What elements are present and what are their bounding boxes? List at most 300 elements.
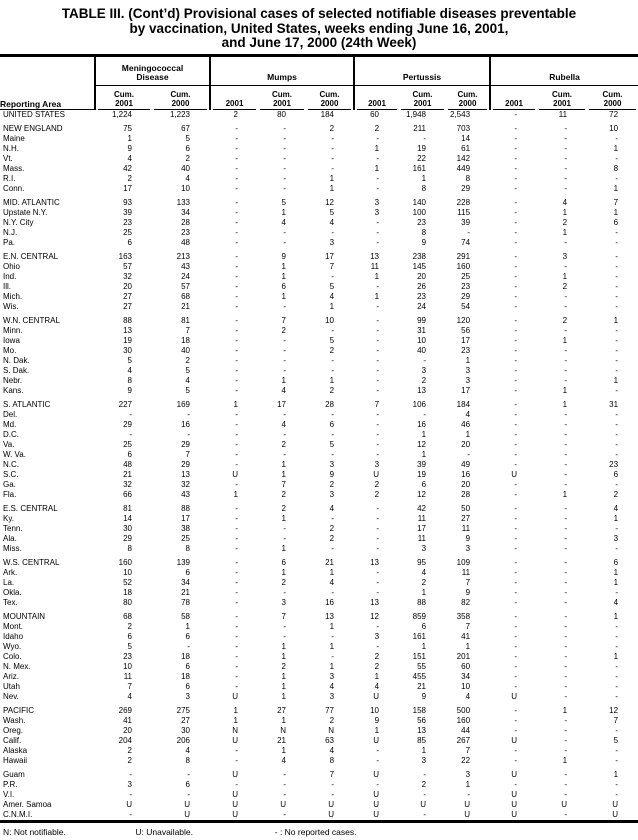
- row-value-cell: -: [376, 282, 380, 291]
- row-area-label: Ill.: [3, 282, 11, 291]
- table-row: [0, 302, 638, 312]
- row-value-cell: -: [235, 228, 238, 237]
- col-header-pertussis-2001: 2001: [354, 85, 399, 110]
- row-value-cell: -: [376, 154, 380, 163]
- row-area-label: Okla.: [3, 588, 22, 597]
- row-value-cell: 1: [329, 662, 335, 671]
- row-value-cell: -: [129, 790, 132, 799]
- row-value-cell: 6: [127, 632, 132, 641]
- row-area-label: N.Y. City: [3, 218, 34, 227]
- row-value-cell: 12: [609, 706, 619, 715]
- row-value-cell: U: [373, 790, 380, 799]
- row-value-cell: 56: [417, 716, 427, 725]
- table-row: [0, 810, 638, 822]
- row-value-cell: 2: [374, 124, 380, 133]
- row-value-cell: 1: [374, 292, 380, 301]
- row-value-cell: -: [376, 514, 380, 523]
- row-value-cell: -: [376, 366, 380, 375]
- row-value-cell: -: [376, 386, 380, 395]
- row-value-cell: -: [283, 534, 286, 543]
- row-value-cell: 19: [417, 144, 427, 153]
- row-value-cell: -: [235, 756, 238, 765]
- row-value-cell: U: [373, 470, 380, 479]
- row-value-cell: -: [235, 144, 238, 153]
- row-value-cell: 2: [562, 218, 568, 227]
- row-value-cell: 4: [127, 154, 132, 163]
- row-value-cell: -: [235, 386, 238, 395]
- row-area-label: Mass.: [3, 164, 25, 173]
- row-value-cell: 6: [185, 682, 190, 691]
- row-value-cell: N: [328, 726, 335, 735]
- row-value-cell: 57: [181, 282, 190, 291]
- row-value-cell: 20: [461, 480, 471, 489]
- row-value-cell: 39: [417, 460, 427, 469]
- row-value-cell: 13: [370, 598, 380, 607]
- row-value-cell: 63: [325, 736, 335, 745]
- row-value-cell: -: [376, 450, 380, 459]
- row-value-cell: 9: [421, 238, 427, 247]
- row-value-cell: 4: [465, 410, 471, 419]
- table-row: [0, 440, 638, 450]
- row-value-cell: 2: [281, 578, 286, 587]
- row-area-label: Calif.: [3, 736, 22, 745]
- row-value-cell: U: [464, 800, 471, 809]
- row-value-cell: -: [235, 642, 238, 651]
- row-value-cell: -: [514, 460, 518, 469]
- row-value-cell: 4: [465, 692, 471, 701]
- row-value-cell: -: [564, 356, 568, 365]
- row-value-cell: 7: [465, 578, 471, 587]
- row-value-cell: -: [564, 302, 568, 311]
- table-row: [0, 726, 638, 736]
- row-value-cell: 3: [421, 756, 427, 765]
- row-value-cell: 17: [461, 336, 471, 345]
- row-area-label: Mich.: [3, 292, 23, 301]
- row-value-cell: 1: [329, 302, 335, 311]
- row-value-cell: 3: [281, 598, 286, 607]
- row-value-cell: 7: [329, 262, 335, 271]
- row-value-cell: 67: [181, 124, 190, 133]
- row-value-cell: -: [514, 612, 518, 621]
- col-header-mumps-2001: 2001: [210, 85, 258, 110]
- row-value-cell: 1: [613, 612, 619, 621]
- row-value-cell: 16: [325, 598, 335, 607]
- row-value-cell: -: [514, 134, 518, 143]
- row-value-cell: -: [615, 386, 619, 395]
- row-value-cell: -: [331, 144, 335, 153]
- table-row: [0, 174, 638, 184]
- row-value-cell: 6: [613, 558, 619, 567]
- row-value-cell: -: [235, 598, 238, 607]
- row-value-cell: -: [514, 524, 518, 533]
- row-value-cell: 34: [461, 672, 471, 681]
- row-area-label: Wash.: [3, 716, 26, 725]
- row-value-cell: 40: [181, 164, 190, 173]
- row-value-cell: 5: [613, 736, 619, 745]
- row-value-cell: -: [235, 652, 238, 661]
- row-value-cell: -: [514, 504, 518, 513]
- row-area-label: N. Dak.: [3, 356, 30, 365]
- row-value-cell: 1: [562, 400, 568, 409]
- row-area-label: S. ATLANTIC: [3, 400, 51, 409]
- row-value-cell: -: [615, 662, 619, 671]
- row-value-cell: 109: [456, 558, 471, 567]
- row-value-cell: -: [467, 450, 471, 459]
- row-value-cell: 5: [185, 366, 190, 375]
- table-row: [0, 524, 638, 534]
- row-area-label: Alaska: [3, 746, 28, 755]
- row-value-cell: -: [187, 430, 190, 439]
- row-value-cell: 27: [461, 514, 471, 523]
- row-value-cell: -: [564, 790, 568, 799]
- row-value-cell: 1: [127, 134, 132, 143]
- table-row: [0, 780, 638, 790]
- row-value-cell: 42: [417, 504, 427, 513]
- row-value-cell: -: [615, 480, 619, 489]
- row-value-cell: 2: [562, 282, 568, 291]
- row-value-cell: 12: [370, 612, 380, 621]
- row-value-cell: 78: [181, 598, 190, 607]
- row-value-cell: 28: [325, 400, 335, 409]
- row-value-cell: -: [283, 164, 286, 173]
- row-value-cell: 1: [281, 544, 286, 553]
- row-value-cell: 4: [329, 746, 335, 755]
- row-value-cell: -: [376, 326, 380, 335]
- row-value-cell: 31: [609, 400, 619, 409]
- row-value-cell: 6: [127, 238, 132, 247]
- row-value-cell: 213: [176, 252, 190, 261]
- row-value-cell: 20: [123, 282, 132, 291]
- row-value-cell: 74: [461, 238, 471, 247]
- row-value-cell: 1: [465, 356, 471, 365]
- table-row: [0, 134, 638, 144]
- row-value-cell: 1: [281, 460, 286, 469]
- row-area-label: S.C.: [3, 470, 19, 479]
- row-value-cell: -: [514, 632, 518, 641]
- row-value-cell: -: [187, 790, 190, 799]
- row-value-cell: 6: [185, 632, 190, 641]
- row-value-cell: -: [615, 524, 619, 533]
- row-value-cell: 1: [562, 490, 568, 499]
- row-value-cell: 1: [281, 272, 286, 281]
- row-area-label: Del.: [3, 410, 18, 419]
- row-value-cell: -: [129, 770, 132, 779]
- row-value-cell: 291: [456, 252, 471, 261]
- row-value-cell: 1: [613, 208, 619, 217]
- table-row: [0, 558, 638, 568]
- row-value-cell: 3: [374, 198, 380, 207]
- row-value-cell: -: [331, 366, 335, 375]
- row-area-label: Ky.: [3, 514, 14, 523]
- row-value-cell: 2: [374, 480, 380, 489]
- row-value-cell: -: [187, 642, 190, 651]
- row-value-cell: 3: [613, 534, 619, 543]
- row-area-label: D.C.: [3, 430, 19, 439]
- row-value-cell: -: [615, 692, 619, 701]
- row-value-cell: 7: [465, 622, 471, 631]
- group-header-mumps: Mumps: [210, 55, 354, 85]
- row-value-cell: U: [420, 800, 427, 809]
- row-value-cell: 1: [281, 514, 286, 523]
- row-value-cell: 68: [181, 292, 190, 301]
- row-value-cell: 2: [281, 662, 286, 671]
- row-value-cell: 7: [281, 480, 286, 489]
- row-value-cell: 58: [181, 612, 190, 621]
- row-value-cell: 4: [562, 198, 568, 207]
- row-value-cell: U: [328, 810, 335, 819]
- group-header-pertussis: Pertussis: [354, 55, 490, 85]
- row-value-cell: -: [283, 366, 286, 375]
- row-value-cell: 1: [613, 144, 619, 153]
- row-value-cell: 11: [123, 672, 132, 681]
- row-value-cell: 6: [185, 662, 190, 671]
- row-value-cell: -: [514, 346, 518, 355]
- row-value-cell: 1: [329, 174, 335, 183]
- col-header-rubella-cum-2000: Cum. 2000: [587, 85, 638, 110]
- row-value-cell: -: [514, 662, 518, 671]
- row-value-cell: 2: [374, 490, 380, 499]
- row-value-cell: 9: [421, 692, 427, 701]
- row-value-cell: 23: [609, 460, 619, 469]
- row-value-cell: 3: [127, 780, 132, 789]
- row-value-cell: -: [235, 746, 238, 755]
- row-value-cell: 163: [118, 252, 132, 261]
- row-value-cell: 4: [374, 682, 380, 691]
- table-row: [0, 386, 638, 396]
- row-value-cell: -: [235, 238, 238, 247]
- row-value-cell: 17: [417, 524, 427, 533]
- table-row: [0, 376, 638, 386]
- row-value-cell: 1: [281, 642, 286, 651]
- row-area-label: Ark.: [3, 568, 18, 577]
- row-value-cell: 56: [461, 326, 471, 335]
- row-value-cell: 18: [123, 588, 132, 597]
- table-title-line3: and June 17, 2000 (24th Week): [221, 35, 417, 50]
- row-value-cell: -: [235, 420, 238, 429]
- row-value-cell: 5: [329, 282, 335, 291]
- row-value-cell: -: [564, 612, 568, 621]
- row-area-label: N. Mex.: [3, 662, 31, 671]
- row-value-cell: 23: [417, 218, 427, 227]
- row-value-cell: -: [514, 706, 518, 715]
- row-value-cell: -: [514, 642, 518, 651]
- row-value-cell: -: [283, 356, 286, 365]
- row-area-label: W.S. CENTRAL: [3, 558, 60, 567]
- row-value-cell: 27: [181, 716, 190, 725]
- row-value-cell: -: [615, 336, 619, 345]
- table-row: [0, 770, 638, 780]
- row-value-cell: 2: [185, 356, 190, 365]
- row-value-cell: 10: [123, 662, 132, 671]
- row-value-cell: -: [331, 272, 335, 281]
- row-area-label: Nev.: [3, 692, 19, 701]
- row-value-cell: -: [376, 174, 380, 183]
- row-value-cell: 10: [181, 184, 190, 193]
- row-value-cell: 18: [181, 652, 190, 661]
- col-header-pertussis-cum-2000: Cum. 2000: [446, 85, 490, 110]
- row-value-cell: 23: [461, 282, 471, 291]
- row-value-cell: -: [331, 780, 335, 789]
- row-value-cell: 11: [370, 262, 380, 271]
- row-value-cell: 1: [233, 400, 238, 409]
- row-value-cell: 2: [329, 124, 335, 133]
- row-value-cell: 16: [181, 420, 190, 429]
- row-value-cell: 3: [329, 490, 335, 499]
- table-title-line2: by vaccination, United States, weeks ending June 16, 2001,: [129, 20, 509, 36]
- row-value-cell: -: [615, 282, 619, 291]
- table-row: [0, 706, 638, 716]
- table-row: [0, 622, 638, 632]
- row-value-cell: -: [514, 746, 518, 755]
- row-value-cell: 2,543: [450, 109, 471, 119]
- row-area-label: NEW ENGLAND: [3, 124, 63, 133]
- row-area-label: Mont.: [3, 622, 24, 631]
- row-area-label: Oreg.: [3, 726, 24, 735]
- row-value-cell: -: [514, 430, 518, 439]
- row-value-cell: 3: [329, 460, 335, 469]
- row-value-cell: -: [331, 134, 335, 143]
- row-value-cell: -: [615, 228, 619, 237]
- row-value-cell: -: [615, 302, 619, 311]
- row-value-cell: -: [514, 400, 518, 409]
- row-value-cell: -: [615, 726, 619, 735]
- row-value-cell: -: [514, 440, 518, 449]
- row-value-cell: 95: [417, 558, 427, 567]
- row-value-cell: 158: [412, 706, 427, 715]
- row-value-cell: -: [514, 376, 518, 385]
- row-value-cell: 7: [613, 716, 619, 725]
- row-value-cell: 4: [185, 174, 190, 183]
- row-value-cell: U: [511, 810, 518, 819]
- row-area-label: Idaho: [3, 632, 24, 641]
- row-value-cell: 20: [417, 272, 427, 281]
- row-value-cell: -: [235, 612, 238, 621]
- row-value-cell: 23: [417, 292, 427, 301]
- row-value-cell: 13: [123, 326, 132, 335]
- row-value-cell: 20: [461, 440, 471, 449]
- row-area-label: Miss.: [3, 544, 22, 553]
- col-header-men-cum-2000: Cum. 2000: [152, 85, 210, 110]
- row-value-cell: -: [564, 184, 568, 193]
- row-value-cell: 11: [461, 524, 471, 533]
- row-value-cell: 66: [123, 490, 132, 499]
- row-value-cell: 1: [281, 568, 286, 577]
- row-value-cell: 1: [613, 568, 619, 577]
- row-value-cell: 2: [281, 326, 286, 335]
- row-value-cell: -: [564, 736, 568, 745]
- row-value-cell: -: [514, 326, 518, 335]
- table-body: [0, 110, 638, 822]
- row-value-cell: -: [564, 558, 568, 567]
- row-value-cell: 40: [181, 346, 190, 355]
- row-value-cell: 1: [613, 316, 619, 325]
- row-value-cell: -: [564, 642, 568, 651]
- row-value-cell: -: [564, 524, 568, 533]
- row-value-cell: -: [376, 440, 380, 449]
- row-value-cell: -: [376, 356, 380, 365]
- row-value-cell: -: [615, 632, 619, 641]
- row-area-label: Utah: [3, 682, 20, 691]
- table-row: [0, 504, 638, 514]
- row-value-cell: 10: [123, 568, 132, 577]
- row-value-cell: 2: [281, 490, 286, 499]
- table-row: [0, 252, 638, 262]
- row-value-cell: -: [376, 218, 380, 227]
- row-value-cell: -: [235, 282, 238, 291]
- row-value-cell: -: [376, 578, 380, 587]
- row-value-cell: -: [564, 326, 568, 335]
- row-value-cell: -: [283, 410, 286, 419]
- row-value-cell: -: [187, 410, 190, 419]
- row-value-cell: 1: [374, 164, 380, 173]
- row-value-cell: -: [376, 420, 380, 429]
- row-value-cell: -: [235, 346, 238, 355]
- row-value-cell: U: [612, 810, 619, 819]
- row-value-cell: -: [514, 622, 518, 631]
- row-value-cell: 1: [281, 262, 286, 271]
- row-value-cell: 30: [181, 726, 190, 735]
- row-value-cell: 1: [421, 174, 427, 183]
- row-value-cell: -: [376, 524, 380, 533]
- row-value-cell: 21: [277, 736, 286, 745]
- row-value-cell: 13: [325, 612, 335, 621]
- row-value-cell: -: [235, 480, 238, 489]
- row-area-label: R.I.: [3, 174, 16, 183]
- table-row: [0, 346, 638, 356]
- row-value-cell: -: [615, 430, 619, 439]
- row-value-cell: -: [615, 588, 619, 597]
- row-value-cell: -: [514, 544, 518, 553]
- row-value-cell: -: [283, 430, 286, 439]
- row-value-cell: -: [235, 326, 238, 335]
- row-area-label: Hawaii: [3, 756, 28, 765]
- row-value-cell: 5: [329, 336, 335, 345]
- reporting-area-header: Reporting Area: [0, 55, 95, 110]
- row-value-cell: 3: [329, 692, 335, 701]
- row-value-cell: -: [129, 810, 132, 819]
- row-value-cell: -: [514, 164, 518, 173]
- row-value-cell: 44: [461, 726, 471, 735]
- row-value-cell: 26: [417, 282, 427, 291]
- row-value-cell: 34: [181, 208, 190, 217]
- row-area-label: N.H.: [3, 144, 19, 153]
- row-value-cell: 80: [123, 598, 132, 607]
- row-value-cell: 28: [181, 218, 190, 227]
- row-value-cell: 14: [461, 134, 471, 143]
- row-value-cell: 859: [412, 612, 427, 621]
- row-value-cell: 4: [185, 746, 190, 755]
- row-value-cell: 18: [181, 336, 190, 345]
- row-value-cell: -: [514, 672, 518, 681]
- row-value-cell: U: [232, 800, 238, 809]
- row-area-label: Conn.: [3, 184, 25, 193]
- row-value-cell: 29: [181, 460, 190, 469]
- row-value-cell: 25: [123, 440, 132, 449]
- row-value-cell: 11: [417, 514, 427, 523]
- row-value-cell: -: [235, 154, 238, 163]
- row-area-label: Kans.: [3, 386, 24, 395]
- row-value-cell: 1: [329, 184, 335, 193]
- row-value-cell: -: [283, 302, 286, 311]
- row-value-cell: -: [283, 124, 286, 133]
- row-value-cell: 160: [456, 262, 471, 271]
- row-value-cell: U: [612, 800, 619, 809]
- row-area-label: Guam: [3, 770, 25, 779]
- row-value-cell: -: [376, 756, 380, 765]
- row-area-label: Vt.: [3, 154, 13, 163]
- row-value-cell: 25: [123, 228, 132, 237]
- row-value-cell: 1: [613, 652, 619, 661]
